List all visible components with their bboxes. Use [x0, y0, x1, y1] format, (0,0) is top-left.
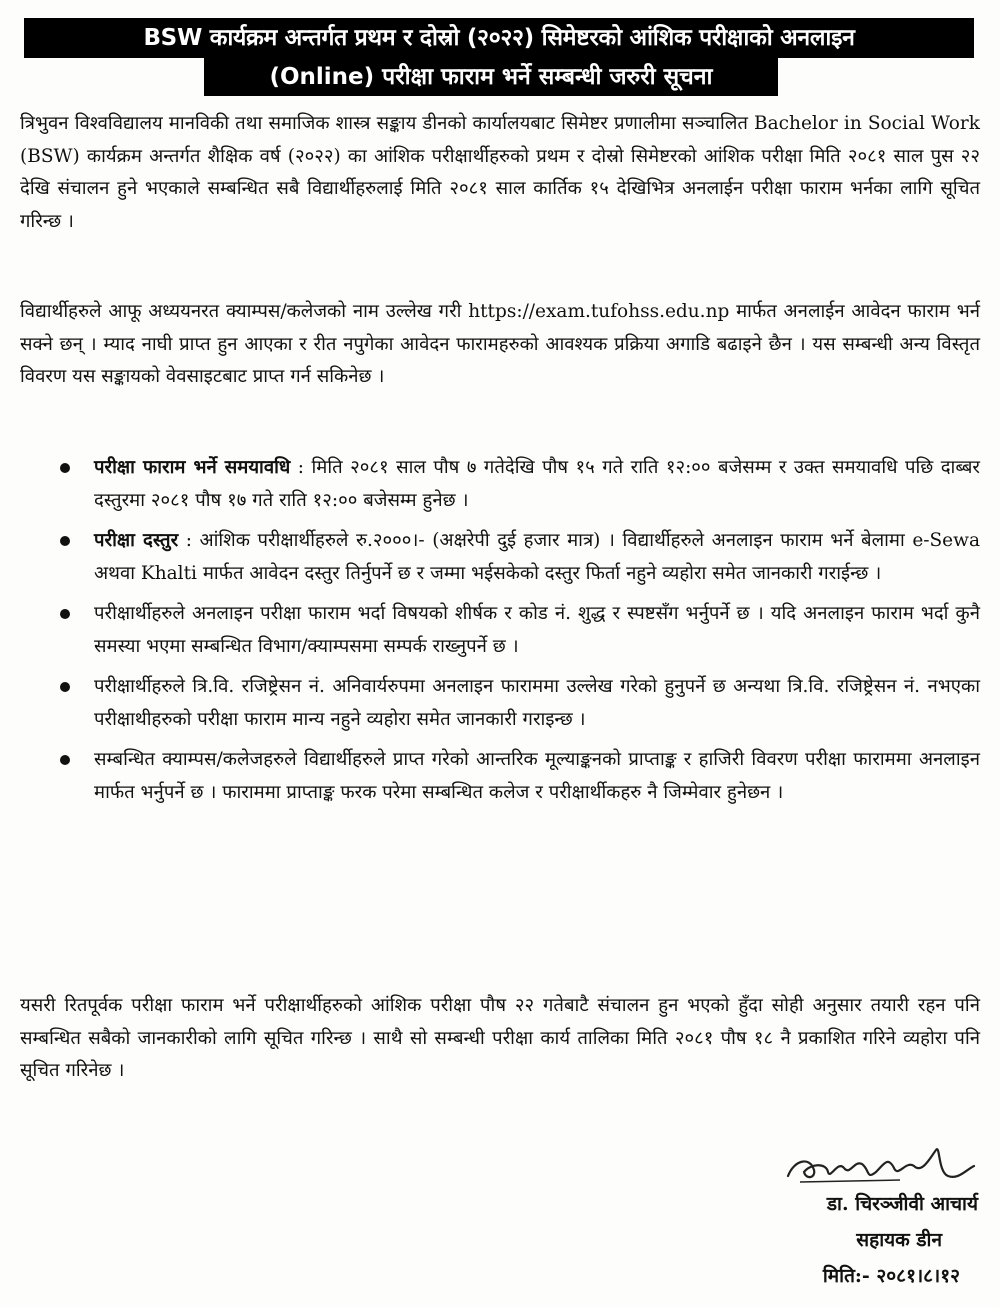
bullet-icon [60, 463, 70, 473]
list-item [60, 525, 980, 590]
bullet-text: सम्बन्धित क्याम्पस/कलेजहरुले विद्यार्थीहरुले प्राप्त गरेको आन्तरिक मूल्याङ्कनको प्राप्ताङ्क र हाजिरी विवरण परीक्षा फाराममा अनलाइन मार्फत भर्नुपर्ने छ । फाराममा प्राप्ताङ्क फरक परेमा सम्बन्धित कलेज र परीक्षार्थीकहरु नै जिम्मेवार हुनेछन । [94, 749, 980, 803]
signatory-designation: सहायक डीन [856, 1229, 942, 1251]
bullet-text: परीक्षार्थीहरुले त्रि.वि. रजिष्ट्रेसन नं. अनिवार्यरुपमा अनलाइन फाराममा उल्लेख गरेको हुनुपर्ने छ अन्यथा त्रि.वि. रजिष्ट्रेसन नं. नभएका परीक्षाथीहरुको परीक्षा फाराम मान्य नहुने व्यहोरा समेत जानकारी गराइन्छ । [94, 676, 980, 730]
list-item [60, 744, 980, 809]
bullet-label: परीक्षा फाराम भर्ने समयावधि [94, 457, 291, 478]
bullet-text: : आंशिक परीक्षार्थीहरुले रु.२०००।- (अक्षरेपी दुई हजार मात्र) । विद्यार्थीहरुले अनलाइन फाराम भर्ने बेलामा e-Sewa अथवा Khalti मार्फत आवेदन दस्तुर तिर्नुपर्ने छ र जम्मा भईसकेको दस्तुर फिर्ता नहुने व्यहोरा समेत जानकारी गराईन्छ । [94, 530, 980, 584]
notice-date: मिति:- २०८१।८।१२ [822, 1265, 960, 1287]
bullet-label: परीक्षा दस्तुर [94, 530, 179, 551]
bullet-text: परीक्षार्थीहरुले अनलाइन परीक्षा फाराम भर्दा विषयको शीर्षक र कोड नं. शुद्ध र स्पष्टसँग भर्नुपर्ने छ । यदि अनलाइन फाराम भर्दा कुनै समस्या भएमा सम्बन्धित विभाग/क्याम्पसमा सम्पर्क राख्नुपर्ने छ । [94, 603, 980, 657]
signatory-name: डा. चिरञ्जीवी आचार्य [826, 1193, 978, 1215]
bullet-icon [60, 755, 70, 765]
application-paragraph: विद्यार्थीहरुले आफू अध्ययनरत क्याम्पस/कलेजको नाम उल्लेख गरी https://exam.tufohss.edu.np मार्फत अनलाईन आवेदन फाराम भर्न सक्ने छन् । म्याद नाघी प्राप्त हुन आएका र रीत नपुगेका आवेदन फारामहरुको आवश्यक प्रक्रिया अगाडि बढाइने छैन । यस सम्बन्धी अन्य विस्तृत विवरण यस सङ्कायको वेवसाइटबाट प्राप्त गर्न सकिनेछ । [20, 301, 980, 387]
intro-paragraph: त्रिभुवन विश्वविद्यालय मानविकी तथा समाजिक शास्त्र सङ्काय डीनको कार्यालयबाट सिमेष्टर प्रणालीमा सञ्चालित Bachelor in Social Work (BSW) कार्यक्रम अन्तर्गत शैक्षिक वर्ष (२०२२) का आंशिक परीक्षार्थीहरुको प्रथम र दोस्रो सिमेष्टरको आंशिक परीक्षा मिति २०८१ साल पुस २२ देखि संचालन हुने भएकाले सम्बन्धित सबै विद्यार्थीहरुलाई मिति २०८१ साल कार्तिक १५ देखिभित्र अनलाईन परीक्षा फाराम भर्नका लागि सूचित गरिन्छ । [20, 113, 980, 232]
notice-title-line1: BSW कार्यक्रम अन्तर्गत प्रथम र दोस्रो (२०२२) सिमेष्टरको आंशिक परीक्षाको अनलाइन [24, 18, 974, 58]
instruction-list [60, 452, 980, 817]
list-item [60, 452, 980, 517]
list-item [60, 598, 980, 663]
bullet-icon [60, 536, 70, 546]
notice-title-line2: (Online) परीक्षा फाराम भर्ने सम्बन्धी जरुरी सूचना [204, 58, 778, 96]
closing-paragraph: यसरी रितपूर्वक परीक्षा फाराम भर्ने परीक्षार्थीहरुको आंशिक परीक्षा पौष २२ गतेबाटै संचालन हुन भएको हुँदा सोही अनुसार तयारी रहन पनि सम्बन्धित सबैको जानकारीको लागि सूचित गरिन्छ । साथै सो सम्बन्धी परीक्षा कार्य तालिका मिति २०८१ पौष १८ नै प्रकाशित गरिने व्यहोरा पनि सूचित गरिनेछ । [20, 995, 980, 1081]
list-item [60, 671, 980, 736]
bullet-text: : मिति २०८१ साल पौष ७ गतेदेखि पौष १५ गते राति १२:०० बजेसम्म र उक्त समयावधि पछि दाब्बर दस्तुरमा २०८१ पौष १७ गते राति १२:०० बजेसम्म हुनेछ । [94, 457, 980, 511]
signature-icon [780, 1146, 980, 1186]
bullet-icon [60, 609, 70, 619]
bullet-icon [60, 682, 70, 692]
